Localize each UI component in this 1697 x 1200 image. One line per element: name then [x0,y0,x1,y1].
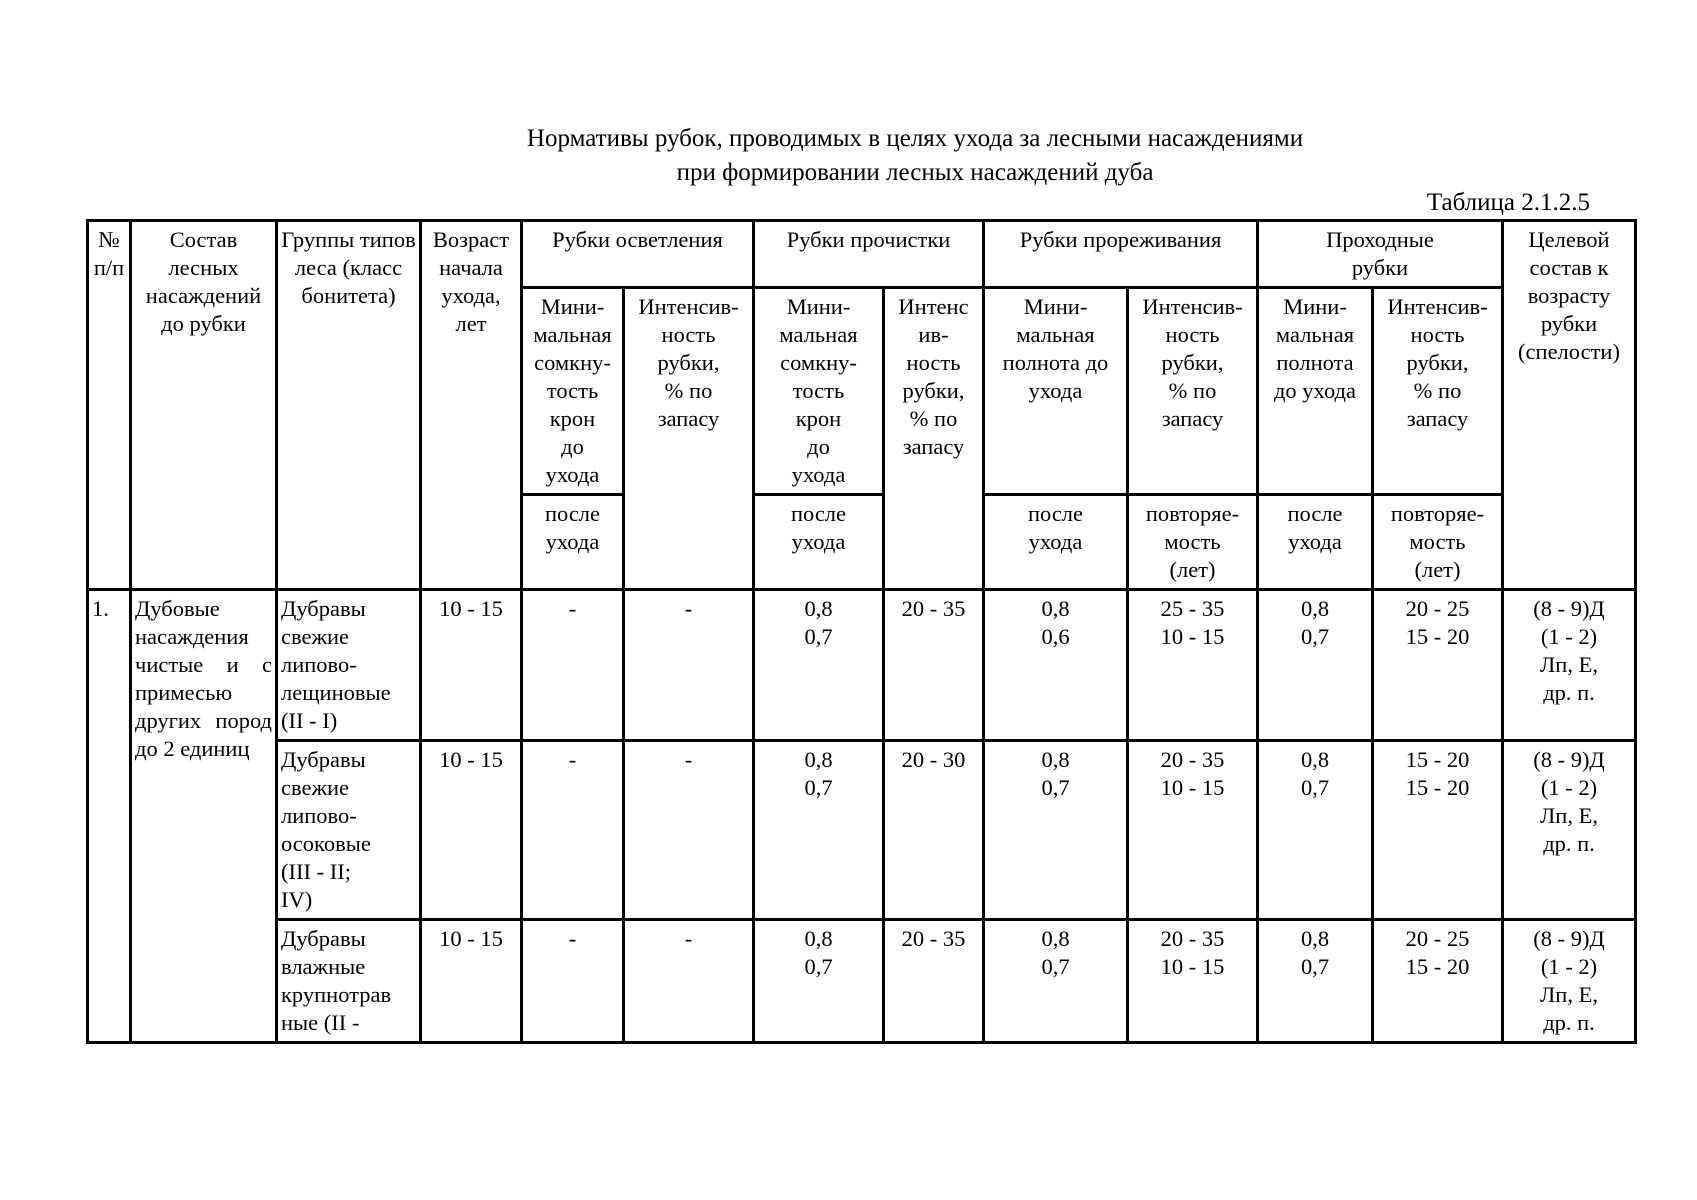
header-clean-after-care: после ухода [754,495,884,590]
row-forest-type: Дубравы влажные крупнотрав ные (II - [277,920,421,1043]
title-line-2: при формировании лесных насаждений дуба [676,159,1154,186]
row-thin-min: 0,8 0,6 [984,590,1128,741]
row-clean-int: 20 - 35 [884,590,984,741]
row-pass-int: 20 - 25 15 - 20 [1373,590,1503,741]
row-target: (8 - 9)Д (1 - 2) Лп, Е, др. п. [1503,590,1636,741]
row-thin-int: 20 - 35 10 - 15 [1128,741,1258,920]
row-clean-int: 20 - 30 [884,741,984,920]
row-clean-min: 0,8 0,7 [754,920,884,1043]
row-pass-min: 0,8 0,7 [1258,590,1373,741]
header-pass-min-density: Мини- мальная полнота до ухода [1258,288,1373,495]
row-clean-min: 0,8 0,7 [754,741,884,920]
header-num: № п/п [88,221,131,590]
row-thin-int: 25 - 35 10 - 15 [1128,590,1258,741]
row-clar-int: - [624,741,754,920]
row-clar-int: - [624,590,754,741]
header-thin-intensity: Интенсив- ность рубки, % по запасу [1128,288,1258,495]
header-thin-min-density: Мини- мальная полнота до ухода [984,288,1128,495]
header-target: Целевой состав к возрасту рубки (спелости) [1503,221,1636,590]
row-clean-min: 0,8 0,7 [754,590,884,741]
header-clarification: Рубки осветления [522,221,754,288]
header-thinning: Рубки прореживания [984,221,1258,288]
row-age: 10 - 15 [421,590,522,741]
title-line-1: Нормативы рубок, проводимых в целях ухода за лесными насаждениями [526,125,1304,152]
row-target: (8 - 9)Д (1 - 2) Лп, Е, др. п. [1503,741,1636,920]
header-cleaning: Рубки прочистки [754,221,984,288]
header-clean-intensity: Интенс ив- ность рубки, % по запасу [884,288,984,590]
row-target: (8 - 9)Д (1 - 2) Лп, Е, др. п. [1503,920,1636,1043]
header-row-1 [88,221,1636,288]
row-pass-int: 15 - 20 15 - 20 [1373,741,1503,920]
header-pass-intensity: Интенсив- ность рубки, % по запасу [1373,288,1503,495]
header-composition: Состав лесных насаждений до рубки [131,221,277,590]
header-age-start: Возраст начала ухода, лет [421,221,522,590]
row-age: 10 - 15 [421,741,522,920]
row-age: 10 - 15 [421,920,522,1043]
header-clar-min-closure: Мини- мальная сомкну- тость крон до ухода [522,288,624,495]
header-pass-after-care: после ухода [1258,495,1373,590]
row-thin-min: 0,8 0,7 [984,741,1128,920]
page-title [0,122,1697,190]
row-forest-type: Дубравы свежие липово- осоковые (III - II; IV) [277,741,421,920]
table-number: Таблица 2.1.2.5 [1426,189,1590,216]
row-pass-min: 0,8 0,7 [1258,920,1373,1043]
table-row [88,920,1636,1043]
header-clar-after-care: после ухода [522,495,624,590]
header-pass-repeatability: повторяе- мость (лет) [1373,495,1503,590]
table-row [88,741,1636,920]
row-clar-min: - [522,741,624,920]
row-clar-min: - [522,920,624,1043]
header-forest-types: Группы типов леса (класс бонитета) [277,221,421,590]
row-clar-min: - [522,590,624,741]
norms-table [86,219,1637,1044]
row-composition: Дубовые насаждения чистые и с примесью других пород до 2 единиц [131,590,277,1043]
header-thin-repeatability: повторяе- мость (лет) [1128,495,1258,590]
row-num: 1. [88,590,131,1043]
header-clar-intensity: Интенсив- ность рубки, % по запасу [624,288,754,590]
row-forest-type: Дубравы свежие липово- лещиновые (II - I) [277,590,421,741]
row-pass-min: 0,8 0,7 [1258,741,1373,920]
header-passage: Проходные рубки [1258,221,1503,288]
row-thin-int: 20 - 35 10 - 15 [1128,920,1258,1043]
row-thin-min: 0,8 0,7 [984,920,1128,1043]
header-clean-min-closure: Мини- мальная сомкну- тость крон до ухода [754,288,884,495]
row-clar-int: - [624,920,754,1043]
row-pass-int: 20 - 25 15 - 20 [1373,920,1503,1043]
table-row [88,590,1636,741]
header-thin-after-care: после ухода [984,495,1128,590]
row-clean-int: 20 - 35 [884,920,984,1043]
